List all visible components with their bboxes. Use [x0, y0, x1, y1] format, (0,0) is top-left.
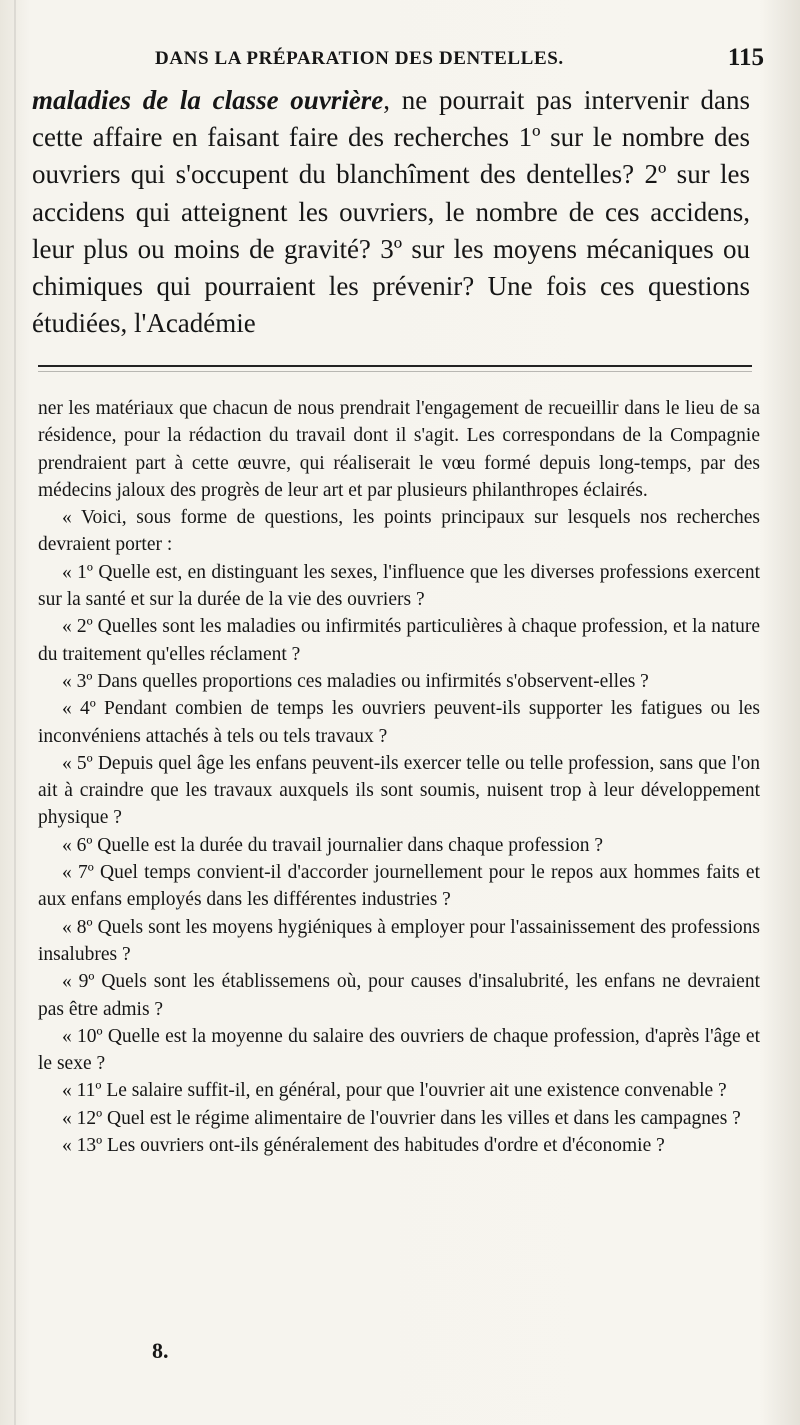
running-head: [40, 44, 764, 74]
footnote-paragraph: ner les matériaux que chacun de nous prendrait l'engagement de recueillir dans le lieu de sa résidence, pour la rédaction du travail dont il s'agit. Les correspondans de la Compagnie prendraient part à cette œuvre, qui réaliserait le vœu formé depuis long-temps, par des médecins jaloux des progrès de leur art et par plusieurs philanthropes éclairés.: [38, 398, 760, 501]
page-number: 115: [727, 44, 764, 71]
footnote-question: « 1º Quelle est, en distinguant les sexes, l'influence que les diverses professions exercent sur la santé et sur la durée de la vie des ouvriers ?: [38, 561, 760, 611]
footnote-block: [38, 395, 760, 1159]
italic-lead-phrase: maladies de la classe ouvrière: [32, 85, 384, 115]
main-text-block: [32, 82, 750, 342]
footnote-question: « 13º Les ouvriers ont-ils généralement des habitudes d'ordre et d'économie ?: [62, 1135, 665, 1157]
signature-mark: 8.: [152, 1338, 169, 1363]
footnote-question: « 8º Quels sont les moyens hygiéniques à employer pour l'assainissement des professions insalubres ?: [38, 916, 760, 965]
footnote-separator-shadow: [38, 371, 752, 372]
footnote-question: « 9º Quels sont les établissemens où, pour causes d'insalubrité, les enfans ne devraient pas être admis ?: [38, 971, 760, 1020]
footnote-question: « 6º Quelle est la durée du travail journalier dans chaque profession ?: [62, 834, 604, 856]
footnote-paragraph: « Voici, sous forme de questions, les points principaux sur lesquels nos recherches devraient porter :: [38, 507, 760, 556]
footnote-question: « 7º Quel temps convient-il d'accorder journellement pour le repos aux hommes faits et aux enfans employés dans les différentes industries ?: [38, 862, 760, 911]
footnote-question: « 11º Le salaire suffit-il, en général, pour que l'ouvrier ait une existence convenable ?: [62, 1080, 727, 1102]
footnote-question: « 10º Quelle est la moyenne du salaire des ouvriers de chaque profession, d'après l'âge et le sexe ?: [38, 1025, 760, 1075]
main-body-text: , ne pourrait pas intervenir dans cette affaire en faisant faire des recherches 1º sur le nombre des ouvriers qui s'occupent du blanchîment des dentelles? 2º sur les accidens qui atteignent les ouvriers, le nombre de ces accidens, leur plus ou moins de gravité? 3º sur les moyens mécaniques ou chimiques qui pourraient les prévenir? Une fois ces questions étudiées, l'Académie: [32, 85, 750, 339]
footnote-question: « 12º Quel est le régime alimentaire de l'ouvrier dans les villes et dans les campagnes ?: [62, 1107, 741, 1129]
footnote-question: « 2º Quelles sont les maladies ou infirmités particulières à chaque profession, et la nature du traitement qu'elles réclament ?: [38, 616, 760, 665]
footnote-question: « 3º Dans quelles proportions ces maladies ou infirmités s'observent-elles ?: [62, 670, 649, 692]
footnote-question: « 5º Depuis quel âge les enfans peuvent-ils exercer telle ou telle profession, sans que l'on ait à craindre que les travaux auxquels ils sont soumis, nuisent trop à leur développement physique ?: [38, 752, 760, 829]
running-head-title: DANS LA PRÉPARATION DES DENTELLES.: [155, 48, 564, 69]
footnote-separator-rule: [38, 365, 752, 367]
footnote-question: « 4º Pendant combien de temps les ouvriers peuvent-ils supporter les fatigues ou les inconvéniens attachés à tels ou tels travaux ?: [38, 698, 760, 747]
